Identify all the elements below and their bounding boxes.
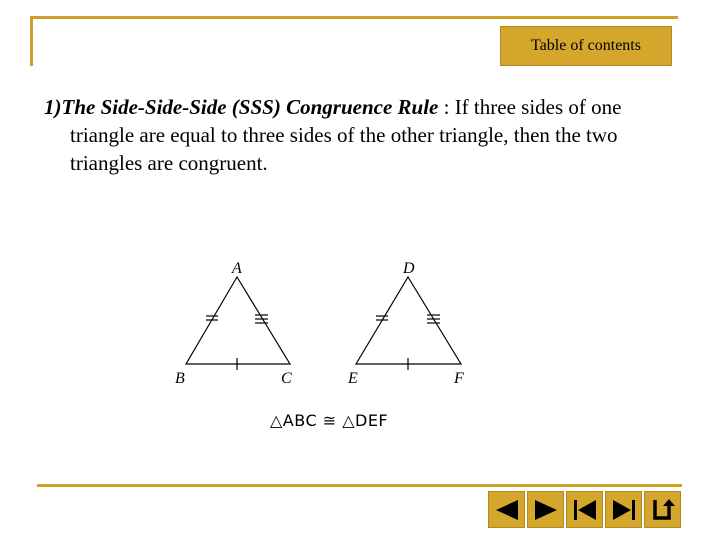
triangle-abc xyxy=(175,260,292,387)
vertex-d-label: D xyxy=(403,260,415,277)
triangle-def xyxy=(347,260,464,387)
vertex-f-label: F xyxy=(454,370,464,387)
first-slide-button[interactable] xyxy=(566,491,603,528)
next-button[interactable] xyxy=(527,491,564,528)
last-icon xyxy=(611,498,637,522)
previous-button[interactable] xyxy=(488,491,525,528)
last-slide-button[interactable] xyxy=(605,491,642,528)
vertex-c-label: C xyxy=(281,370,292,387)
table-of-contents-label: Table of contents xyxy=(531,37,641,54)
vertex-a-label: A xyxy=(232,260,242,277)
first-icon xyxy=(572,498,598,522)
rule-body: : If three sides of one triangle are equal to three sides of the other triangle, then the two triangles are congruent. xyxy=(70,95,622,175)
navigation-bar xyxy=(488,491,684,528)
bottom-divider xyxy=(37,484,682,487)
vertex-b-label: B xyxy=(175,370,185,387)
return-icon xyxy=(650,498,676,522)
vertex-e-label: E xyxy=(348,370,358,387)
rule-title: 1)The Side-Side-Side (SSS) Congruence Rule xyxy=(44,95,439,119)
congruence-statement: △ABC ≅ △DEF xyxy=(270,411,389,430)
previous-icon xyxy=(494,498,520,522)
return-button[interactable] xyxy=(644,491,681,528)
next-icon xyxy=(533,498,559,522)
